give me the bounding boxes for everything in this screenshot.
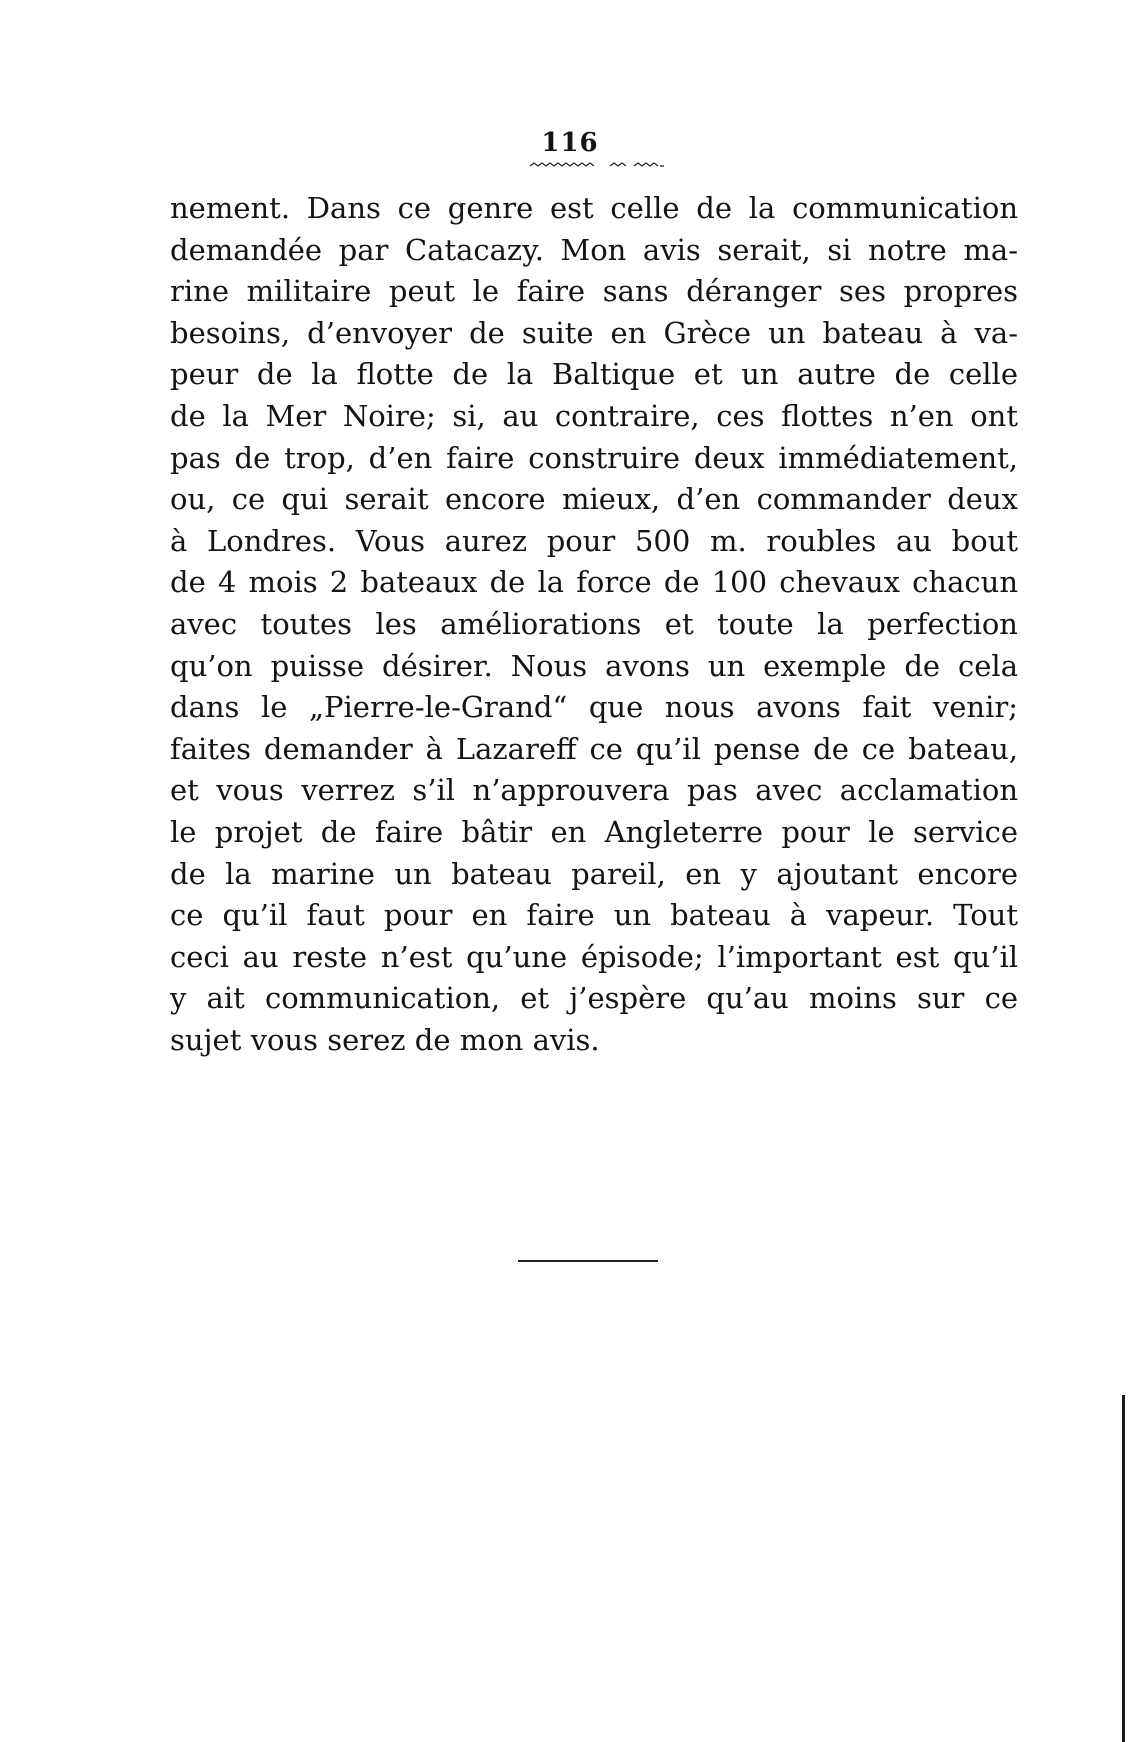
text-line: et vous verrez s’il n’approuvera pas avec acclamation [170,773,1018,808]
text-line: avec toutes les améliorations et toute la perfection [170,606,1018,641]
text-line: nement. Dans ce genre est celle de la communication [170,191,1018,225]
text-line: pas de trop, d’en faire construire deux immédiatement, [170,440,1018,475]
text-line: sujet vous serez de mon avis. [170,1022,600,1057]
text-line: y ait communication, et j’espère qu’au moins sur ce [170,981,1018,1016]
body-text [170,188,1018,1061]
text-line: à Londres. Vous aurez pour 500 m. roubles au bout [170,523,1018,558]
text-line: de 4 mois 2 bateaux de la force de 100 chevaux chacun [170,565,1018,600]
text-line: ceci au reste n’est qu’une épisode; l’important est qu’il [170,939,1018,974]
end-rule [518,1260,658,1262]
text-line: ce qu’il faut pour en faire un bateau à vapeur. Tout [170,898,1018,933]
text-line: dans le „Pierre-le-Grand“ que nous avons fait venir; [170,690,1018,725]
text-line: le projet de faire bâtir en Angleterre pour le service [170,814,1018,849]
text-line: de la marine un bateau pareil, en y ajoutant encore [170,856,1018,891]
scan-edge [1122,1395,1125,1742]
text-line: de la Mer Noire; si, au contraire, ces flottes n’en ont [170,398,1018,433]
text-line: demandée par Catacazy. Mon avis serait, si notre ma- [170,232,1018,267]
page-number: 116 [541,128,599,158]
text-line: rine militaire peut le faire sans déranger ses propres [170,274,1018,309]
text-line: besoins, d’envoyer de suite en Grèce un bateau à va- [170,315,1018,350]
text-line: qu’on puisse désirer. Nous avons un exemple de cela [170,648,1018,683]
page-number-ornament [530,160,665,170]
text-line: peur de la flotte de la Baltique et un autre de celle [170,357,1018,392]
text-line: faites demander à Lazareff ce qu’il pense de ce bateau, [170,731,1018,766]
text-line: ou, ce qui serait encore mieux, d’en commander deux [170,482,1018,517]
